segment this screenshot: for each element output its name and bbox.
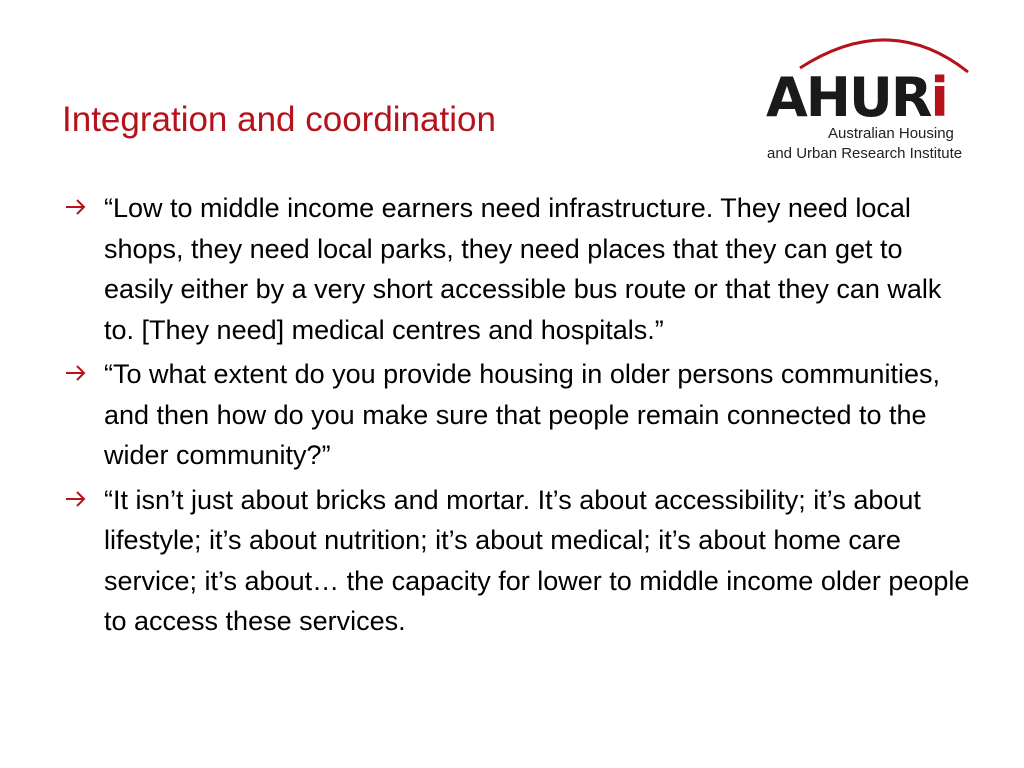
list-item [62, 354, 972, 476]
logo-subtitle-line2: and Urban Research Institute [767, 145, 963, 162]
ahuri-logo [760, 20, 980, 170]
list-item [62, 188, 972, 350]
quote-text: “Low to middle income earners need infrastructure. They need local shops, they need local parks, they need places that they can get to easily either by a very short accessible bus route or that they can walk to. [They need] medical centres and hospitals.” [104, 193, 942, 345]
slide-title: Integration and coordination [62, 100, 496, 139]
arrow-right-icon [62, 486, 92, 512]
logo-subtitle-line1: Australian Housing [828, 125, 954, 142]
quote-list [62, 188, 972, 646]
quote-text: “It isn’t just about bricks and mortar. It’s about accessibility; it’s about lifestyle; it’s about nutrition; it’s about medical; it’s about home care service; it’s about… the capacity for lower to middle income older people to access these services. [104, 484, 970, 636]
quote-text: “To what extent do you provide housing in older persons communities, and then how do you make sure that people remain connected to the wider community?” [104, 359, 940, 470]
logo-wordmark [766, 68, 947, 128]
arrow-right-icon [62, 360, 92, 386]
logo-wordmark-accent: i [930, 66, 947, 129]
arrow-right-icon [62, 194, 92, 220]
logo-wordmark-main: AHUR [766, 66, 931, 129]
list-item [62, 480, 972, 642]
